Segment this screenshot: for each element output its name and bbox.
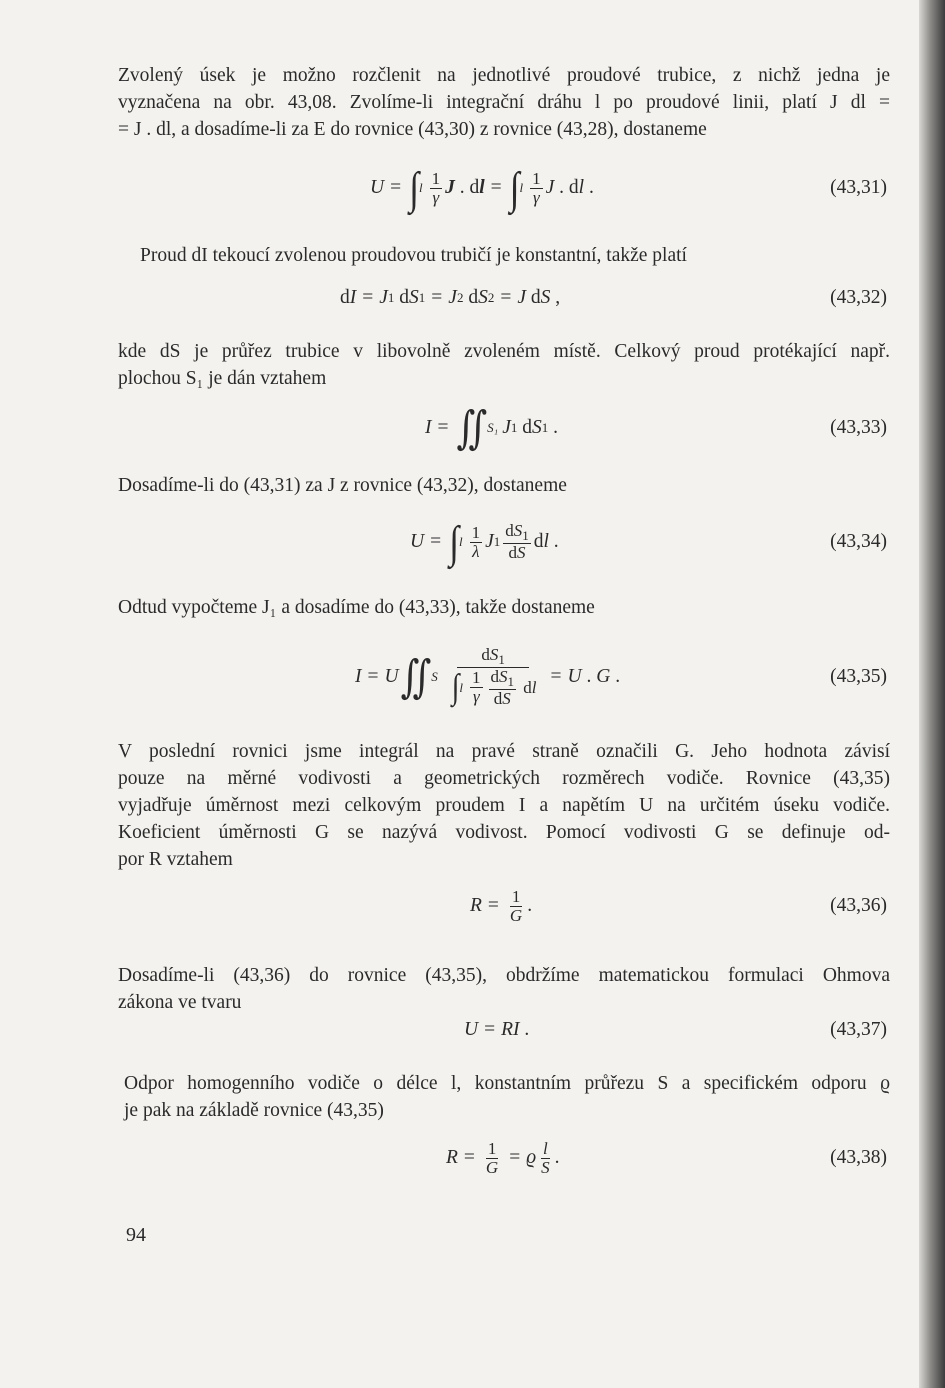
text-line: Odtud vypočteme J₁ a dosadíme do (43,33), takže dostaneme <box>118 597 595 618</box>
text-line: Zvolený úsek je možno rozčlenit na jednotlivé proudové trubice, z nichž jedna je <box>118 65 890 86</box>
text-line: plochou S₁ je dán vztahem <box>118 368 327 389</box>
text-line: je pak na základě rovnice (43,35) <box>124 1100 384 1121</box>
equation-number: (43,36) <box>830 895 887 916</box>
paragraph-1 <box>118 62 890 143</box>
equation-number: (43,35) <box>830 666 887 687</box>
equation-43-33: I = ∬ S₁ J 1 d S 1 . (43,33) <box>425 403 887 453</box>
page-number: 94 <box>126 1224 146 1246</box>
paragraph-3 <box>118 338 890 392</box>
equation-number: (43,38) <box>830 1147 887 1168</box>
text-line: por R vztahem <box>118 849 233 870</box>
text-line: V poslední rovnici jsme integrál na pravé straně označili G. Jeho hodnota závisí <box>118 741 890 762</box>
paragraph-5 <box>118 594 890 621</box>
equation-43-32: d I = J 1 d S 1 = J 2 d S 2 = J d S , (43,32) <box>340 287 887 308</box>
text-line: Koeficient úměrnosti G se nazývá vodivost. Pomocí vodivosti G se definuje od- <box>118 822 890 843</box>
equation-number: (43,32) <box>830 287 887 308</box>
equation-number: (43,33) <box>830 417 887 438</box>
equation-43-37: U = RI . (43,37) <box>464 1019 887 1040</box>
text-line: zákona ve tvaru <box>118 992 242 1013</box>
equation-number: (43,34) <box>830 531 887 552</box>
page-binding-edge <box>919 0 945 1388</box>
equation-43-38: R = $\frac{1}{G}$ = ϱ $\frac{l}{S}$ . (43,38) <box>446 1138 887 1177</box>
text-line: Proud dI tekoucí zvolenou proudovou trubičí je konstantní, takže platí <box>140 245 687 266</box>
text-line: Dosadíme-li do (43,31) za J z rovnice (43,32), dostaneme <box>118 475 567 496</box>
paragraph-4 <box>118 472 890 499</box>
text-line: vyjadřuje úměrnost mezi celkovým proudem I a napětím U na určitém úseku vodiče. <box>118 795 890 816</box>
paragraph-6 <box>118 738 890 873</box>
equation-number: (43,37) <box>830 1019 887 1040</box>
text-line: = J . dl, a dosadíme-li za E do rovnice (43,30) z rovnice (43,28), dostaneme <box>118 119 707 140</box>
text-line: Dosadíme-li (43,36) do rovnice (43,35), obdržíme matematickou formulaci Ohmova <box>118 965 890 986</box>
equation-43-31: U = ∫ l $\frac{1}{\gamma}$ J . d l = ∫ l $\frac{1}{\gamma}$ J . d l . (43,31) <box>370 163 887 213</box>
text-line: pouze na měrné vodivosti a geometrických rozměrech vodiče. Rovnice (43,35) <box>118 768 890 789</box>
text-line: Odpor homogenního vodiče o délce l, konstantním průřezu S a specifickém odporu ϱ <box>124 1073 890 1094</box>
equation-43-36: R = $\frac{1}{G}$ . (43,36) <box>470 886 887 925</box>
equation-43-34: U = ∫ l $\frac{1}{\lambda}$ J 1 $\frac{dS_1}{dS}$ d l . (43,34) <box>410 517 887 567</box>
text-line: kde dS je průřez trubice v libovolně zvoleném místě. Celkový proud protékající např. <box>118 341 890 362</box>
paragraph-2 <box>140 242 890 269</box>
text-line: vyznačena na obr. 43,08. Zvolíme-li integrační dráhu l po proudové linii, platí J dl = <box>118 92 890 113</box>
paragraph-8 <box>124 1070 890 1124</box>
equation-43-35: I = U ∬ S $dS_1$ ∫ l $\frac{1}{\gamma}$ $\frac{dS_1}{dS}$ d l = U . G . (43,35) <box>355 645 887 708</box>
equation-number: (43,31) <box>830 177 887 198</box>
